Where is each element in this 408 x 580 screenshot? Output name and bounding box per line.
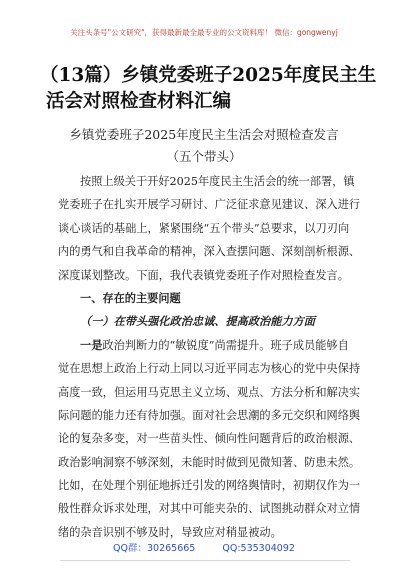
paragraph-first-line	[58, 334, 358, 357]
section-subtitle	[0, 124, 408, 168]
subtitle-line-1: 乡镇党委班子2025年度民主生活会对照检查发言	[69, 127, 339, 142]
title-line-2: 活会对照检查材料汇编	[46, 91, 232, 112]
body-line: 绪的杂音识别不够及时，导致应对稍显被动。	[58, 525, 282, 539]
footer-divider	[60, 560, 350, 561]
body-line: 际问题的能力还有待加强。面对社会思潮的多元交织和网络舆	[58, 408, 361, 422]
body-line: 内的勇气和自我革命的精神，深入查摆问题、深刻剖析根源、	[58, 245, 361, 259]
body-line: 按照上级关于开好2025年度民主生活会的统一部署，镇	[80, 175, 355, 188]
body-line: 政治影响洞察不够深刻，未能时时做到见微知著、防患未然。	[58, 455, 361, 469]
document-title	[40, 63, 377, 115]
top-banner: 关注头条号"公文研究"，获得最新最全最专业的公文资料库！ 微信：gongwenyj	[70, 28, 338, 37]
title-line-1: （13篇）乡镇党委班子2025年度民主生	[40, 65, 377, 86]
body-line: 高度一致，但运用马克思主义立场、观点、方法分析和解决实	[58, 385, 361, 399]
footer-qq-number: QQ:535304092	[222, 543, 295, 554]
body-line: 比如，在处理个别征地拆迁引发的网络舆情时，初期仅作为一	[58, 479, 361, 493]
footer-qq-group: QQ群：30265665	[113, 543, 196, 554]
paragraph-first-rest: 政治判断力的“敏锐度”尚需提升。班子成员能够自	[102, 338, 349, 352]
paragraph-lead: 一是	[80, 337, 103, 352]
body-line: 党委班子在扎实开展学习研讨、广泛征求意见建议、深入进行	[58, 198, 361, 212]
subsection-heading: （一）在带头强化政治忠诚、提高政治能力方面	[80, 314, 315, 329]
section-heading: 一、存在的主要问题	[80, 290, 181, 305]
body-line: 谈心谈话的基础上，紧紧围绕“五个带头”总要求，以刀刃向	[58, 221, 350, 235]
document-body	[58, 170, 361, 544]
body-line: 论的复杂多变，对一些苗头性、倾向性问题背后的政治根源、	[58, 432, 361, 446]
footer-contact	[0, 540, 408, 554]
body-line: 觉在思想上政治上行动上同以习近平同志为核心的党中央保持	[58, 362, 361, 376]
body-line: 深度谋划整改。下面，我代表镇党委班子作对照检查发言。	[58, 268, 349, 282]
body-line: 般性群众诉求处理，对其中可能夹杂的、试图挑动群众对立情	[58, 502, 361, 516]
subtitle-line-2: （五个带头）	[166, 149, 242, 164]
